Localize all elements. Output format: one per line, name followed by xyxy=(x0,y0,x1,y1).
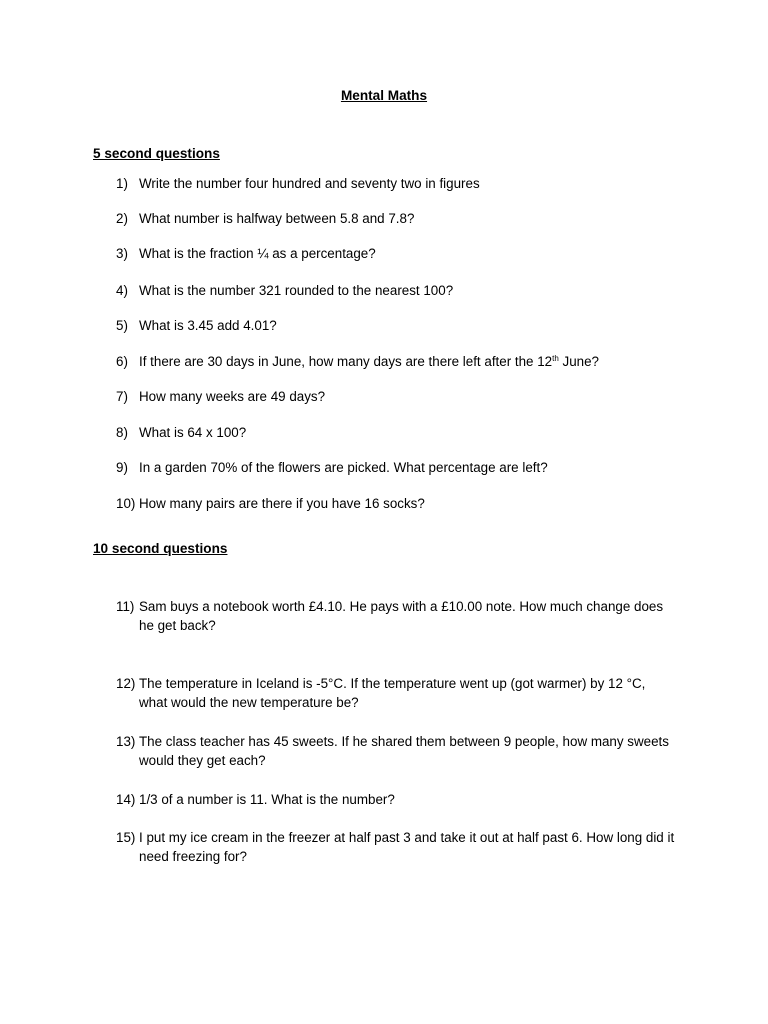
question-number: 4) xyxy=(116,283,128,298)
question-item xyxy=(116,494,676,513)
question-number: 14) xyxy=(116,792,136,807)
question-number: 1) xyxy=(116,176,128,191)
question-item xyxy=(116,458,676,477)
question-text: Write the number four hundred and seventy two in figures xyxy=(139,176,480,191)
question-text: What is 3.45 add 4.01? xyxy=(139,318,277,333)
page-title: Mental Maths xyxy=(340,88,428,103)
question-number: 7) xyxy=(116,389,128,404)
question-item xyxy=(116,674,676,712)
question-item xyxy=(116,316,676,335)
question-item xyxy=(116,209,676,228)
question-text: Sam buys a notebook worth £4.10. He pays with a £10.00 note. How much change does he get back? xyxy=(139,599,664,633)
question-number: 3) xyxy=(116,246,128,261)
question-number: 15) xyxy=(116,830,136,845)
question-item xyxy=(116,790,676,809)
question-number: 2) xyxy=(116,211,128,226)
question-text: What is the fraction ¼ as a percentage? xyxy=(139,246,376,261)
question-item xyxy=(116,423,676,442)
question-text: What number is halfway between 5.8 and 7.8? xyxy=(139,211,415,226)
ordinal-suffix: th xyxy=(552,354,559,363)
question-number: 8) xyxy=(116,425,128,440)
question-number: 10) xyxy=(116,496,136,511)
question-item xyxy=(116,387,676,406)
question-text: 1/3 of a number is 11. What is the number? xyxy=(139,792,395,807)
question-text: The class teacher has 45 sweets. If he shared them between 9 people, how many sweets would they get each? xyxy=(139,734,669,768)
question-text: I put my ice cream in the freezer at half past 3 and take it out at half past 6. How long did it need freezing for? xyxy=(139,830,675,864)
question-item xyxy=(116,732,676,770)
question-number: 12) xyxy=(116,676,136,691)
question-text-part: If there are 30 days in June, how many days are there left after the 12 xyxy=(139,354,553,369)
question-item xyxy=(116,244,676,263)
section-heading-10-second: 10 second questions xyxy=(93,541,228,556)
question-number: 9) xyxy=(116,460,128,475)
question-item xyxy=(116,828,676,866)
question-text: In a garden 70% of the flowers are picked. What percentage are left? xyxy=(139,460,548,475)
question-number: 6) xyxy=(116,354,128,369)
question-item xyxy=(116,597,676,635)
question-number: 13) xyxy=(116,734,136,749)
question-text: How many pairs are there if you have 16 socks? xyxy=(139,496,425,511)
question-item xyxy=(116,174,676,193)
question-text: What is the number 321 rounded to the nearest 100? xyxy=(139,283,454,298)
question-number: 11) xyxy=(116,599,135,614)
question-item xyxy=(116,281,676,300)
question-text-part: June? xyxy=(558,354,600,369)
question-item xyxy=(116,352,676,371)
question-number: 5) xyxy=(116,318,128,333)
question-text: How many weeks are 49 days? xyxy=(139,389,326,404)
section-heading-5-second: 5 second questions xyxy=(93,146,220,161)
question-text xyxy=(139,352,676,371)
question-text: The temperature in Iceland is -5°C. If the temperature went up (got warmer) by 12 °C, what would the new temperature be? xyxy=(139,676,646,710)
question-text: What is 64 x 100? xyxy=(139,425,247,440)
